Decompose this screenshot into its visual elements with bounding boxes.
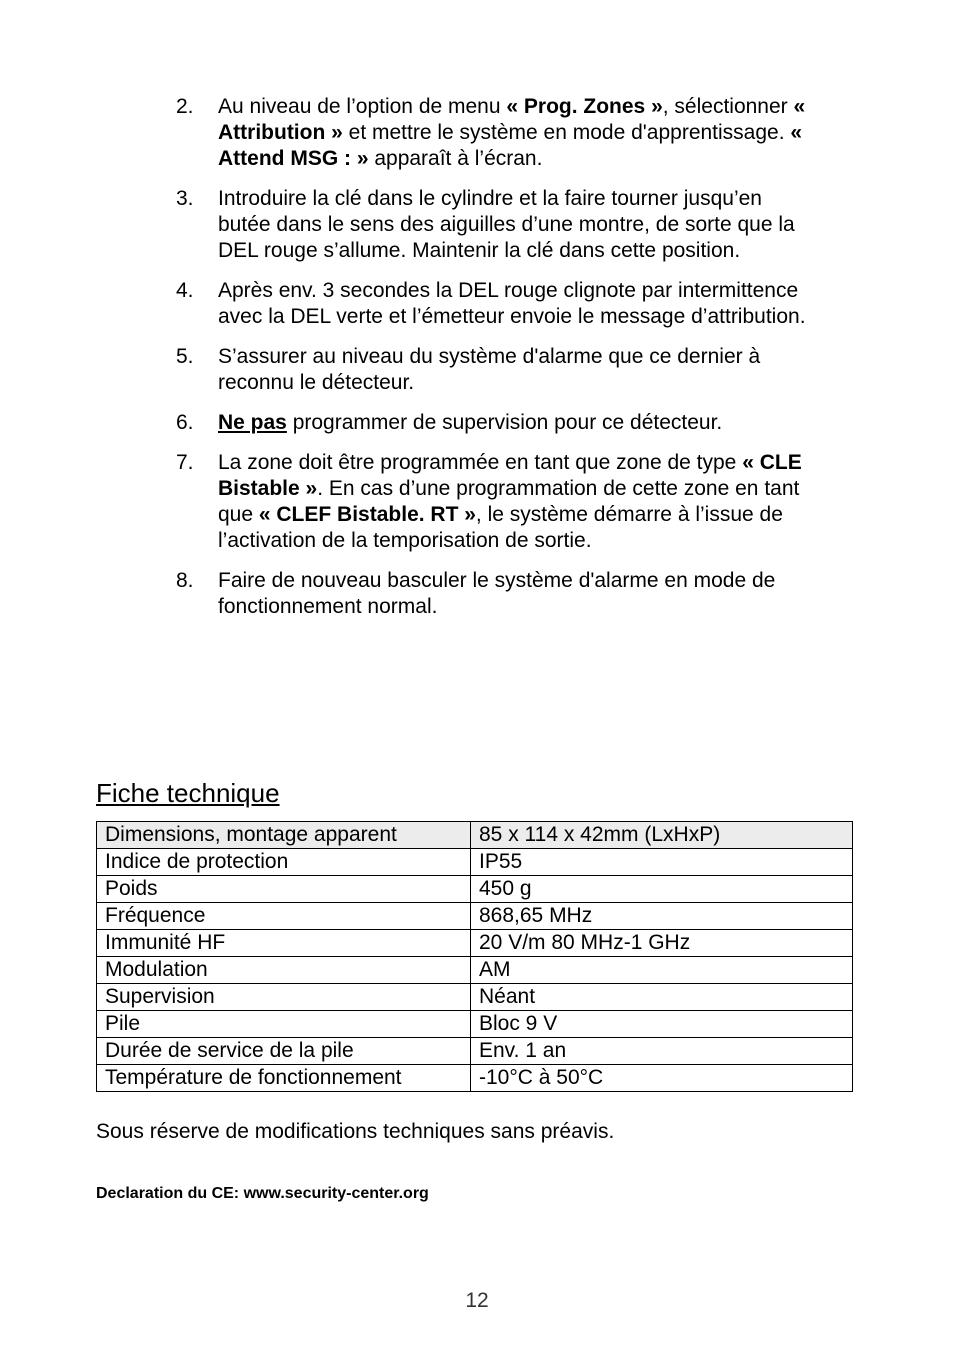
page-number: 12 bbox=[465, 1289, 489, 1312]
spec-value: 20 V/m 80 MHz-1 GHz bbox=[471, 930, 853, 957]
spec-label: Température de fonctionnement bbox=[97, 1065, 471, 1092]
table-row bbox=[97, 876, 853, 903]
step-text bbox=[218, 278, 816, 330]
emphasis-bold: « CLE Bistable » bbox=[218, 451, 802, 500]
list-item bbox=[176, 278, 816, 330]
spec-value: 450 g bbox=[471, 876, 853, 903]
step-text bbox=[218, 186, 816, 264]
step-number: 3. bbox=[176, 187, 194, 210]
step-number: 8. bbox=[176, 569, 194, 592]
text-run: programmer de supervision pour ce détecteur. bbox=[286, 411, 723, 434]
text-run: , le système démarre à l’issue de l’activation de la temporisation de sortie. bbox=[218, 503, 783, 552]
spec-label: Dimensions, montage apparent bbox=[97, 822, 471, 849]
emphasis-underlined: Ne pas bbox=[218, 411, 287, 434]
instruction-steps bbox=[176, 94, 816, 634]
step-text bbox=[218, 94, 816, 172]
spec-value: IP55 bbox=[471, 849, 853, 876]
list-item bbox=[176, 94, 816, 172]
spec-label: Modulation bbox=[97, 957, 471, 984]
spec-table bbox=[96, 821, 853, 1092]
emphasis-bold: « Attribution » bbox=[218, 95, 806, 144]
text-run: . En cas d’une programmation de cette zone en tant que bbox=[218, 477, 800, 526]
step-number: 4. bbox=[176, 279, 194, 302]
step-text bbox=[218, 450, 816, 554]
table-row bbox=[97, 1065, 853, 1092]
list-item bbox=[176, 410, 816, 436]
step-number: 6. bbox=[176, 411, 194, 434]
emphasis-bold: « CLEF Bistable. RT » bbox=[258, 503, 476, 526]
spec-value: AM bbox=[471, 957, 853, 984]
spec-value: Néant bbox=[471, 984, 853, 1011]
section-title: Fiche technique bbox=[96, 778, 280, 808]
text-run: Introduire la clé dans le cylindre et la faire tourner jusqu’en butée dans le sens des aiguilles d’une montre, de sorte que la DEL rouge s’allume. Maintenir la clé dans cette position. bbox=[218, 187, 795, 262]
text-run: , sélectionner bbox=[662, 95, 794, 118]
table-row bbox=[97, 957, 853, 984]
spec-label: Fréquence bbox=[97, 903, 471, 930]
spec-label: Pile bbox=[97, 1011, 471, 1038]
disclaimer-note: Sous réserve de modifications techniques sans préavis. bbox=[96, 1120, 615, 1143]
step-text bbox=[218, 568, 816, 620]
spec-label: Indice de protection bbox=[97, 849, 471, 876]
spec-value: Bloc 9 V bbox=[471, 1011, 853, 1038]
step-text bbox=[218, 344, 816, 396]
table-row bbox=[97, 903, 853, 930]
text-run: Après env. 3 secondes la DEL rouge clignote par intermittence avec la DEL verte et l’émetteur envoie le message d’attribution. bbox=[218, 279, 806, 328]
spec-value: -10°C à 50°C bbox=[471, 1065, 853, 1092]
spec-label: Poids bbox=[97, 876, 471, 903]
list-item bbox=[176, 186, 816, 264]
emphasis-bold: « Prog. Zones » bbox=[506, 95, 663, 118]
text-run: et mettre le système en mode d'apprentissage. bbox=[342, 121, 791, 144]
table-row bbox=[97, 822, 853, 849]
table-row bbox=[97, 1011, 853, 1038]
list-item bbox=[176, 344, 816, 396]
step-number: 2. bbox=[176, 95, 194, 118]
step-number: 5. bbox=[176, 345, 194, 368]
list-item bbox=[176, 568, 816, 620]
table-row bbox=[97, 984, 853, 1011]
ce-declaration: Declaration du CE: www.security-center.org bbox=[96, 1185, 429, 1202]
step-number: 7. bbox=[176, 451, 194, 474]
text-run: apparaît à l’écran. bbox=[368, 147, 543, 170]
text-run: La zone doit être programmée en tant que zone de type bbox=[218, 451, 743, 474]
emphasis-bold: « Attend MSG : » bbox=[218, 121, 803, 170]
spec-value: 868,65 MHz bbox=[471, 903, 853, 930]
spec-value: 85 x 114 x 42mm (LxHxP) bbox=[471, 822, 853, 849]
table-row bbox=[97, 930, 853, 957]
list-item bbox=[176, 450, 816, 554]
table-row bbox=[97, 849, 853, 876]
spec-label: Immunité HF bbox=[97, 930, 471, 957]
text-run: Faire de nouveau basculer le système d'alarme en mode de fonctionnement normal. bbox=[218, 569, 776, 618]
spec-label: Supervision bbox=[97, 984, 471, 1011]
text-run: S’assurer au niveau du système d'alarme que ce dernier à reconnu le détecteur. bbox=[218, 345, 761, 394]
text-run: Au niveau de l’option de menu bbox=[218, 95, 507, 118]
table-row bbox=[97, 1038, 853, 1065]
spec-label: Durée de service de la pile bbox=[97, 1038, 471, 1065]
step-text bbox=[218, 410, 816, 436]
spec-value: Env. 1 an bbox=[471, 1038, 853, 1065]
